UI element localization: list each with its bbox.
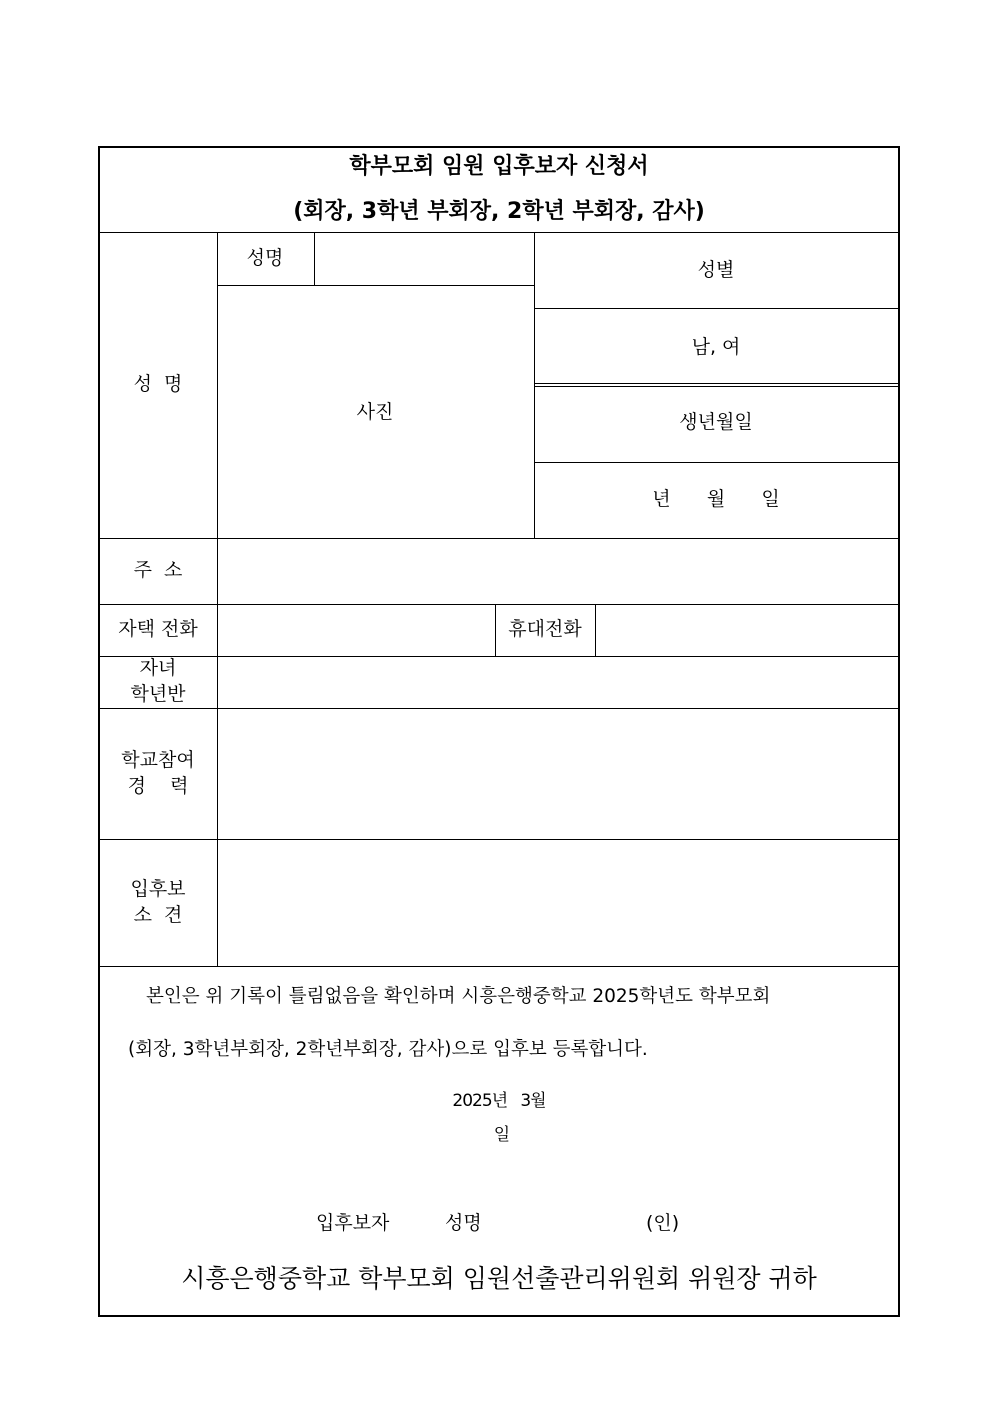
- column-divider: [595, 604, 596, 656]
- child-label-line2: 학년반: [130, 683, 186, 705]
- cell-divider: [534, 383, 899, 384]
- row-divider: [99, 966, 899, 967]
- addressee: 시흥은행중학교 학부모회 임원선출관리위원회 위원장 귀하: [181, 1264, 817, 1293]
- row-divider: [99, 232, 899, 233]
- address-field[interactable]: [219, 540, 898, 603]
- birth-date-field[interactable]: 년 월 일: [652, 488, 780, 510]
- child-label-line1: 자녀: [139, 657, 177, 679]
- column-divider: [534, 232, 535, 538]
- row-divider: [99, 656, 899, 657]
- statement-line2: (회장, 3학년부회장, 2학년부회장, 감사)으로 입후보 등록합니다.: [128, 1039, 648, 1060]
- school-label-line2: 경 력: [127, 775, 189, 797]
- cell-divider: [534, 308, 899, 309]
- date-line2: 일: [493, 1125, 511, 1145]
- signature-name-field[interactable]: [495, 1208, 635, 1238]
- mobile-label: 휴대전화: [508, 618, 582, 640]
- opinion-label-line1: 입후보: [130, 878, 186, 900]
- signature-name-label: 성명: [445, 1212, 482, 1234]
- candidate-opinion-field[interactable]: [219, 841, 898, 965]
- gender-label: 성별: [697, 259, 735, 281]
- cell-divider: [534, 386, 899, 387]
- date-line1: 2025년 3월: [452, 1091, 546, 1111]
- school-participation-field[interactable]: [219, 710, 898, 838]
- cell-divider: [217, 285, 534, 286]
- form-title: 학부모회 임원 입후보자 신청서: [349, 154, 649, 179]
- name-field[interactable]: [316, 234, 532, 283]
- school-label-line1: 학교참여: [121, 749, 195, 771]
- row-divider: [99, 538, 899, 539]
- name-label: 성명: [246, 247, 284, 269]
- photo-area[interactable]: [219, 287, 532, 536]
- row-divider: [99, 839, 899, 840]
- row-divider: [99, 604, 899, 605]
- birth-label: 생년월일: [679, 411, 753, 433]
- cell-divider: [534, 462, 899, 463]
- address-label: 주 소: [133, 559, 183, 581]
- row-divider: [99, 708, 899, 709]
- section-name-label: 성 명: [133, 373, 183, 395]
- home-phone-label: 자택 전화: [118, 618, 198, 640]
- column-divider: [217, 232, 218, 966]
- opinion-label-line2: 소 견: [133, 904, 183, 926]
- statement-line1: 본인은 위 기록이 틀림없음을 확인하며 시흥은행중학교 2025학년도 학부모회: [146, 986, 771, 1007]
- photo-placeholder: 사진: [356, 401, 394, 423]
- seal-mark: (인): [646, 1212, 680, 1234]
- column-divider: [495, 604, 496, 656]
- child-class-field[interactable]: [219, 658, 898, 707]
- gender-options[interactable]: 남, 여: [691, 336, 741, 358]
- column-divider: [314, 232, 315, 285]
- signature-candidate-label: 입후보자: [316, 1212, 390, 1234]
- mobile-field[interactable]: [597, 606, 898, 655]
- home-phone-field[interactable]: [219, 606, 494, 655]
- form-subtitle: (회장, 3학년 부회장, 2학년 부회장, 감사): [293, 199, 705, 224]
